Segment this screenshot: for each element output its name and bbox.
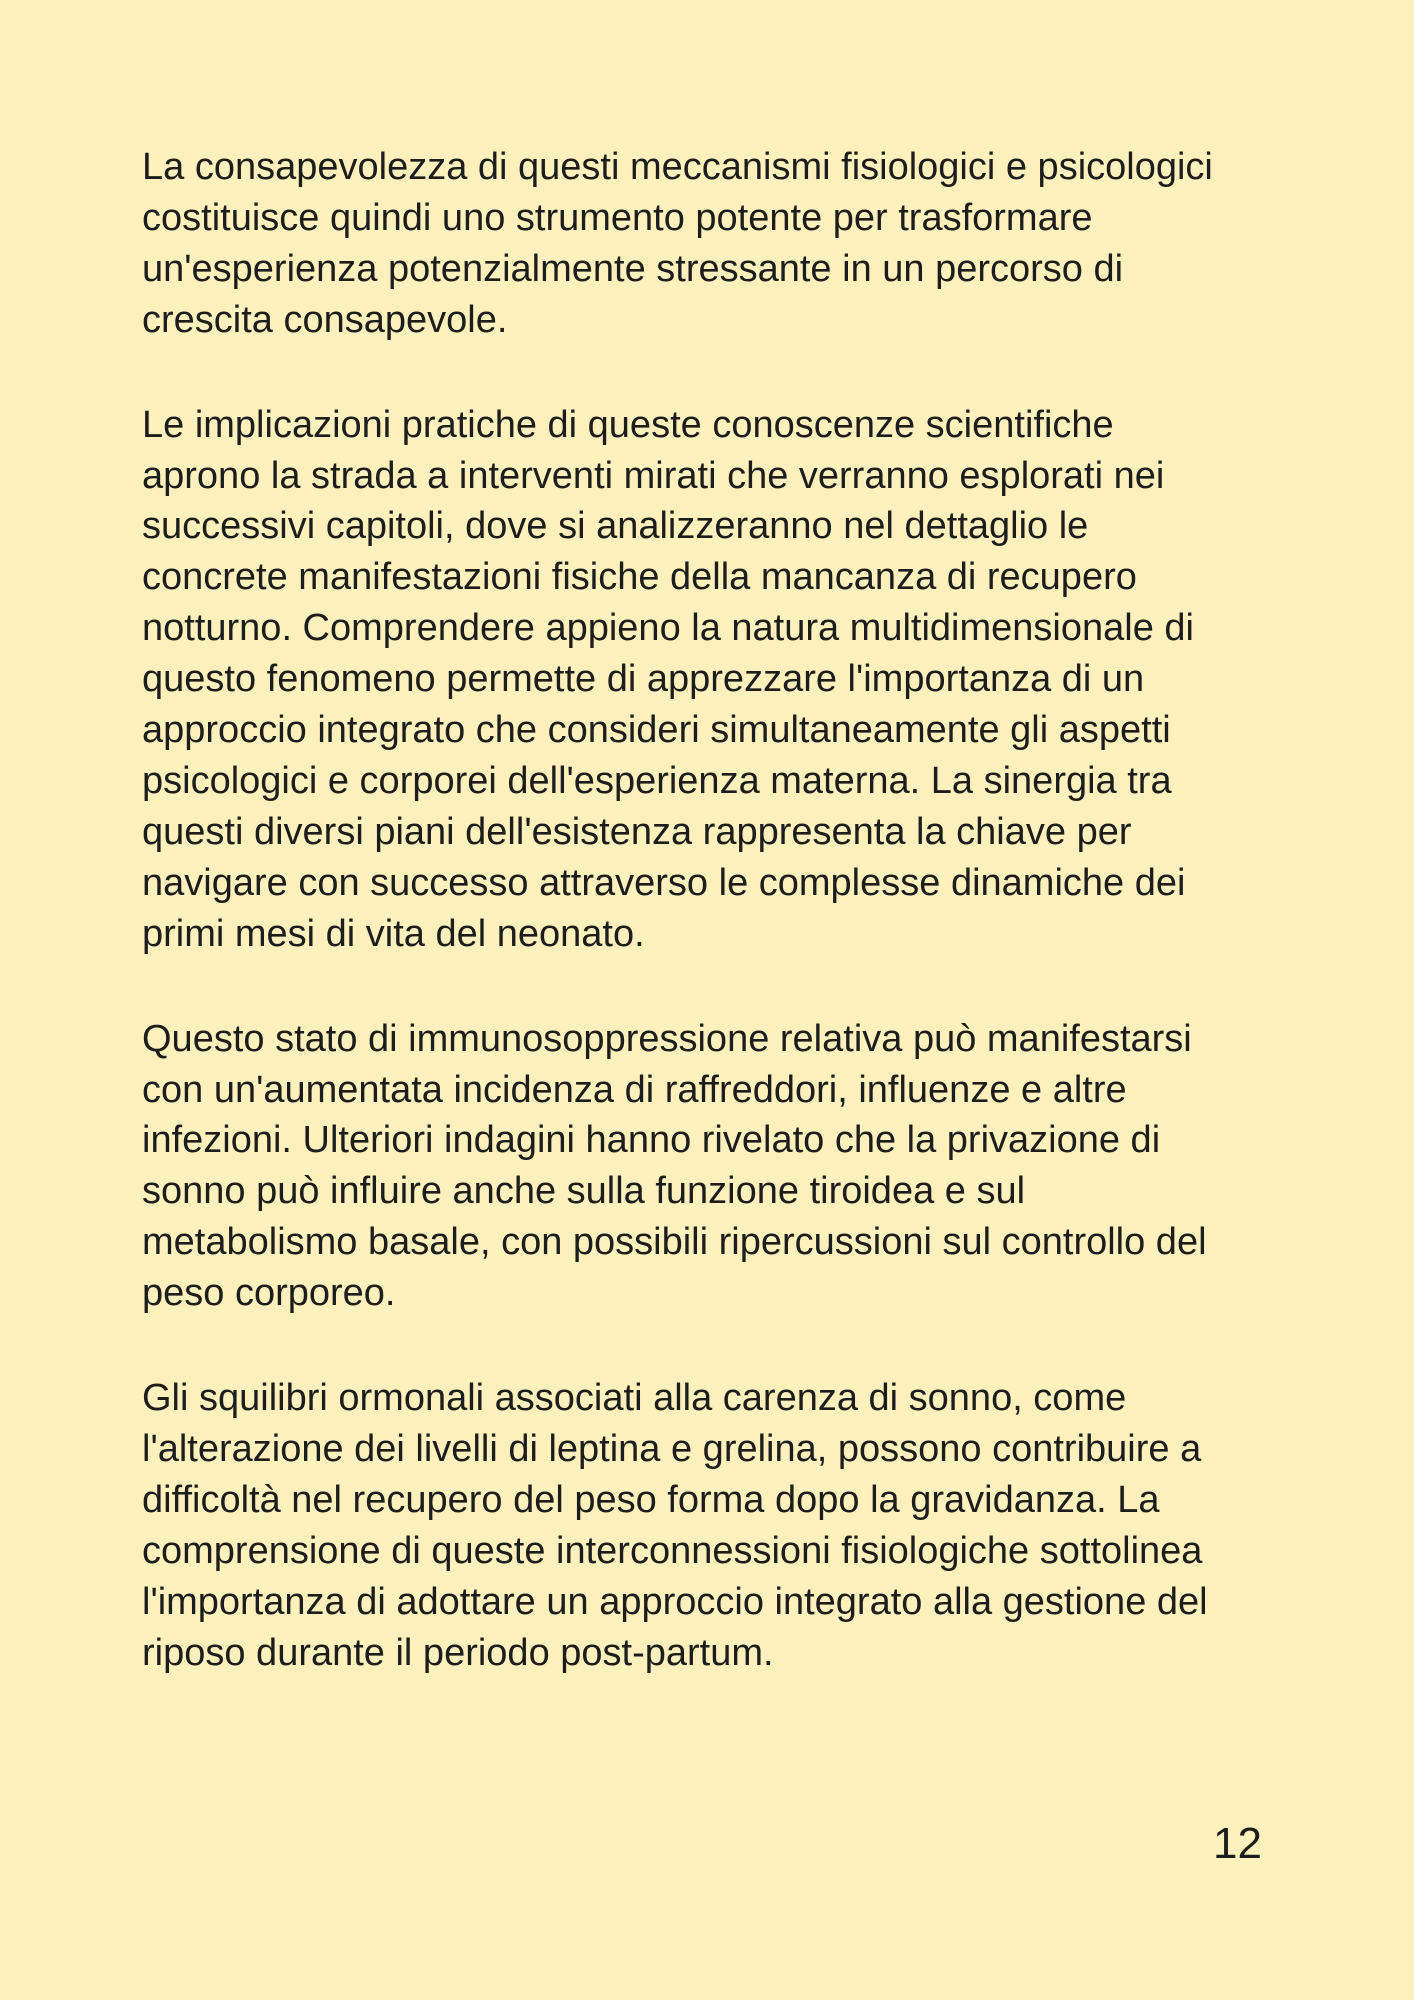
- page-number: 12: [1213, 1819, 1262, 1868]
- paragraph-immunosuppression: Questo stato di immunosoppressione relativa può manifestarsi con un'aumentata incidenza di raffreddori, influenze e altre infezioni. Ulteriori indagini hanno rivelato che la privazione di sonno può influire anche sulla funzione tiroidea e sul metabolismo basale, con possibili ripercussioni sul controllo del peso corporeo.: [142, 1017, 1207, 1315]
- paragraph-awareness: La consapevolezza di questi meccanismi fisiologici e psicologici costituisce quindi uno strumento potente per trasformare un'esperienza potenzialmente stressante in un percorso di crescita consapevole.: [142, 146, 1213, 341]
- page-content: [142, 142, 1222, 1678]
- paragraph-practical-implications: Le implicazioni pratiche di queste conoscenze scientifiche aprono la strada a interventi mirati che verranno esplorati nei successivi capitoli, dove si analizzeranno nel dettaglio le concrete manifestazioni fisiche della mancanza di recupero notturno. Comprendere appieno la natura multidimensionale di questo fenomeno permette di apprezzare l'importanza di un approccio integrato che consideri simultaneamente gli aspetti psicologici e corporei dell'esperienza materna. La sinergia tra questi diversi piani dell'esistenza rappresenta la chiave per navigare con successo attraverso le complesse dinamiche dei primi mesi di vita del neonato.: [142, 403, 1194, 955]
- paragraph-hormonal-imbalance: Gli squilibri ormonali associati alla carenza di sonno, come l'alterazione dei livelli di leptina e grelina, possono contribuire a difficoltà nel recupero del peso forma dopo la gravidanza. La comprensione di queste interconnessioni fisiologiche sottolinea l'importanza di adottare un approccio integrato alla gestione del riposo durante il periodo post-partum.: [142, 1377, 1208, 1674]
